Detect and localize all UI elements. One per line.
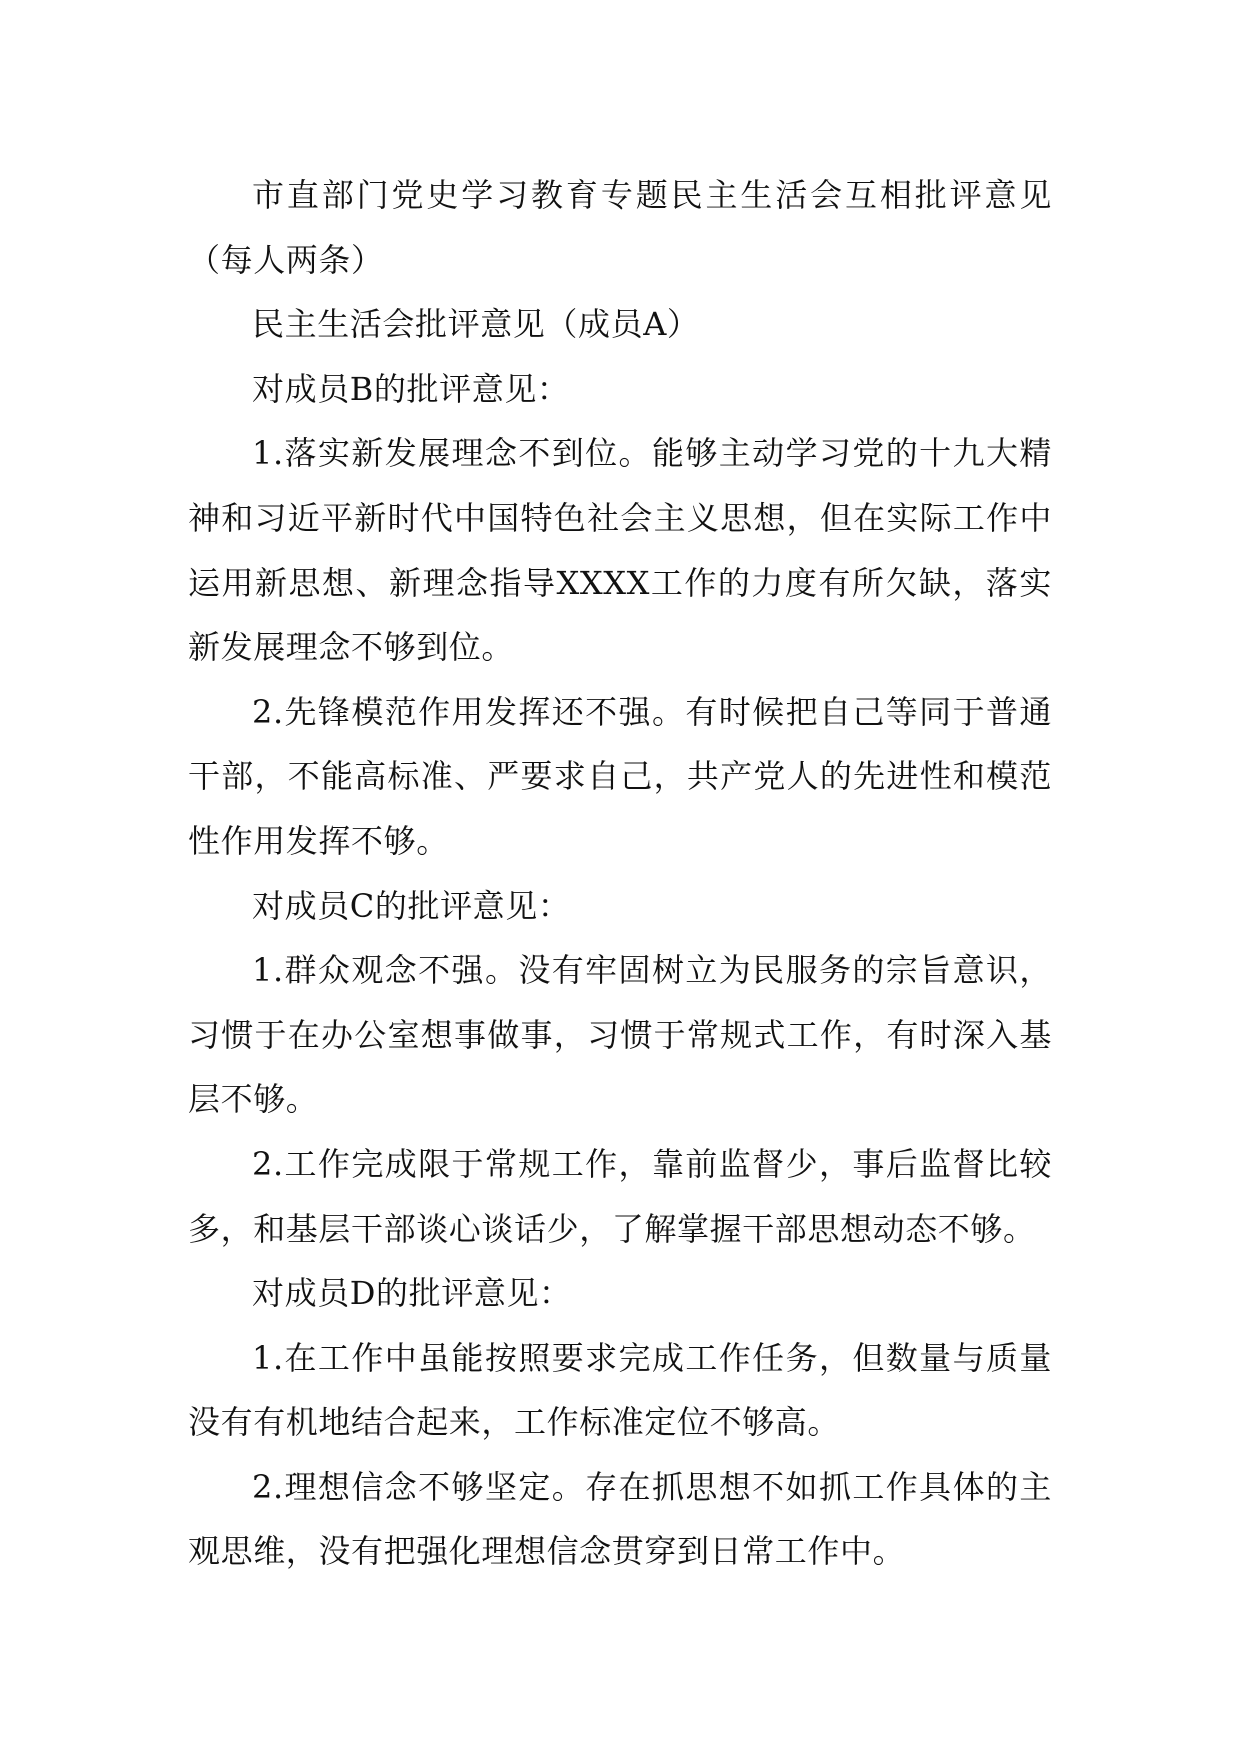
subheading-member-b: 对成员B的批评意见：: [252, 369, 570, 408]
subheading-member-c: 对成员C的批评意见：: [252, 886, 571, 925]
member-c-opinion-2: 2.工作完成限于常规工作，靠前监督少，事后监督比较多，和基层干部谈心谈话少，了解掌握干部思想动态不够。: [188, 1144, 1052, 1248]
member-c-opinion-1: 1.群众观念不强。没有牢固树立为民服务的宗旨意识，习惯于在办公室想事做事，习惯于常规式工作，有时深入基层不够。: [188, 951, 1052, 1119]
member-d-opinion-1: 1.在工作中虽能按照要求完成工作任务，但数量与质量没有有机地结合起来，工作标准定位不够高。: [188, 1338, 1052, 1442]
member-b-opinion-2: 2.先锋模范作用发挥还不强。有时候把自己等同于普通干部，不能高标准、严要求自己，共产党人的先进性和模范性作用发挥不够。: [188, 692, 1052, 860]
section-heading-member-a: 民主生活会批评意见（成员A）: [252, 305, 700, 344]
subheading-member-d: 对成员D的批评意见：: [252, 1274, 572, 1313]
document-body: [188, 163, 1052, 1584]
document-title: 市直部门党史学习教育专题民主生活会互相批评意见（每人两条）: [188, 176, 1052, 279]
member-d-opinion-2: 2.理想信念不够坚定。存在抓思想不如抓工作具体的主观思维，没有把强化理想信念贯穿到日常工作中。: [188, 1467, 1052, 1571]
member-b-opinion-1: 1.落实新发展理念不到位。能够主动学习党的十九大精神和习近平新时代中国特色社会主义思想，但在实际工作中运用新思想、新理念指导XXXX工作的力度有所欠缺，落实新发展理念不够到位。: [188, 434, 1052, 667]
